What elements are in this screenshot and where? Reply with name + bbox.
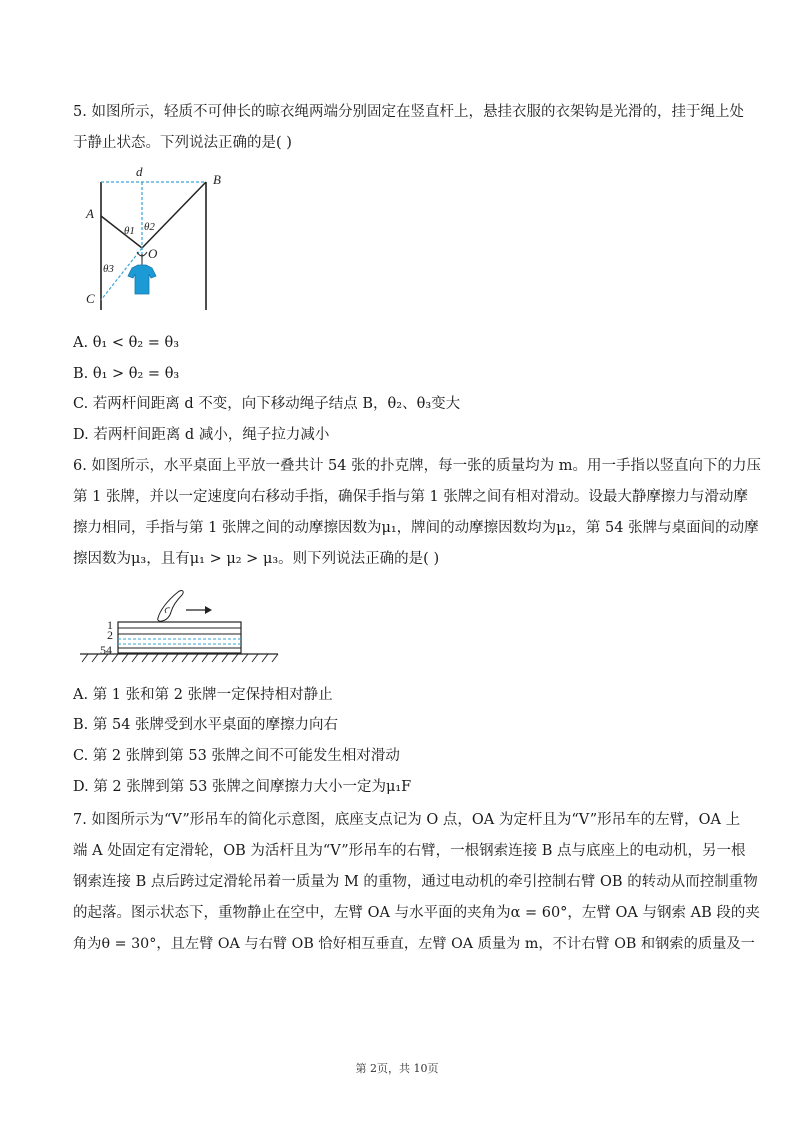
q7-stem-line-5: 角为θ = 30°，且左臂 OA 与右臂 OB 恰好相互垂直，左臂 OA 质量为 m，不计右臂 OB 和钢索的质量及一 (73, 936, 755, 952)
label-theta3: θ3 (103, 263, 114, 275)
q6-stem-line-4: 擦因数为μ₃，且有μ₁ > μ₂ > μ₃。则下列说法正确的是( ) (73, 551, 440, 567)
label-card-2: 2 (107, 628, 113, 642)
q5-stem-line-1: 5. 如图所示，轻质不可伸长的晾衣绳两端分别固定在竖直杆上，悬挂衣服的衣架钩是光滑的，挂于绳上处 (73, 104, 744, 120)
q6-stem-line-3: 擦力相同，手指与第 1 张牌之间的动摩擦因数为μ₁，牌间的动摩擦因数均为μ₂，第 54 张牌与桌面间的动摩 (73, 520, 759, 536)
q6-stem-line-1: 6. 如图所示，水平桌面上平放一叠共计 54 张的扑克牌，每一张的质量均为 m。用一手指以竖直向下的力压 (73, 458, 761, 474)
q7-stem-line-3: 钢索连接 B 点后跨过定滑轮吊着一质量为 M 的重物，通过电动机的牵引控制右臂 OB 的转动从而控制重物 (73, 874, 758, 890)
label-card-1: 1 (107, 618, 113, 632)
q6-option-b: B. 第 54 张牌受到水平桌面的摩擦力向右 (73, 717, 339, 733)
q6-option-a: A. 第 1 张和第 2 张牌一定保持相对静止 (73, 687, 333, 703)
q5-option-a: A. θ₁ < θ₂ = θ₃ (73, 335, 180, 351)
label-card-54: 54 (100, 643, 112, 657)
rope-ob (142, 182, 206, 248)
arrow-right-icon (186, 606, 212, 614)
q6-option-c: C. 第 2 张牌到第 53 张牌之间不可能发生相对滑动 (73, 748, 400, 764)
label-A: A (86, 206, 94, 221)
label-theta2: θ2 (144, 221, 155, 233)
q6-option-d: D. 第 2 张牌到第 53 张牌之间摩擦力大小一定为μ₁F (73, 779, 412, 795)
label-theta1: θ1 (124, 225, 135, 237)
q7-stem-line-1: 7. 如图所示为“V”形吊车的简化示意图，底座支点记为 O 点，OA 为定杆且为“V”形吊车的左臂，OA 上 (73, 812, 741, 828)
label-B: B (213, 172, 221, 187)
label-C: C (86, 291, 95, 306)
label-d: d (136, 164, 143, 179)
q7-stem-line-2: 端 A 处固定有定滑轮，OB 为活杆且为“V”形吊车的右臂，一根钢索连接 B 点与底座上的电动机，另一根 (73, 843, 746, 859)
finger-icon (158, 591, 183, 622)
q5-stem-line-2: 于静止状态。下列说法正确的是( ) (73, 135, 292, 151)
q5-option-b: B. θ₁ > θ₂ = θ₃ (73, 366, 180, 382)
q5-option-c: C. 若两杆间距离 d 不变，向下移动绳子结点 B，θ₂、θ₃变大 (73, 396, 461, 412)
q7-stem-line-4: 的起落。图示状态下，重物静止在空中，左臂 OA 与水平面的夹角为α = 60°，左臂 OA 与钢索 AB 段的夹 (73, 905, 760, 921)
q6-stem-line-2: 第 1 张牌，并以一定速度向右移动手指，确保手指与第 1 张牌之间有相对滑动。设最大静摩擦力与滑动摩 (73, 489, 748, 505)
label-O: O (148, 246, 158, 261)
q5-clothesline-figure (80, 160, 220, 315)
page-footer: 第 2页，共 10页 (355, 1062, 439, 1075)
rope-ao (101, 216, 142, 248)
q6-cards-figure (74, 582, 284, 670)
q5-option-d: D. 若两杆间距离 d 减小，绳子拉力减小 (73, 427, 330, 443)
